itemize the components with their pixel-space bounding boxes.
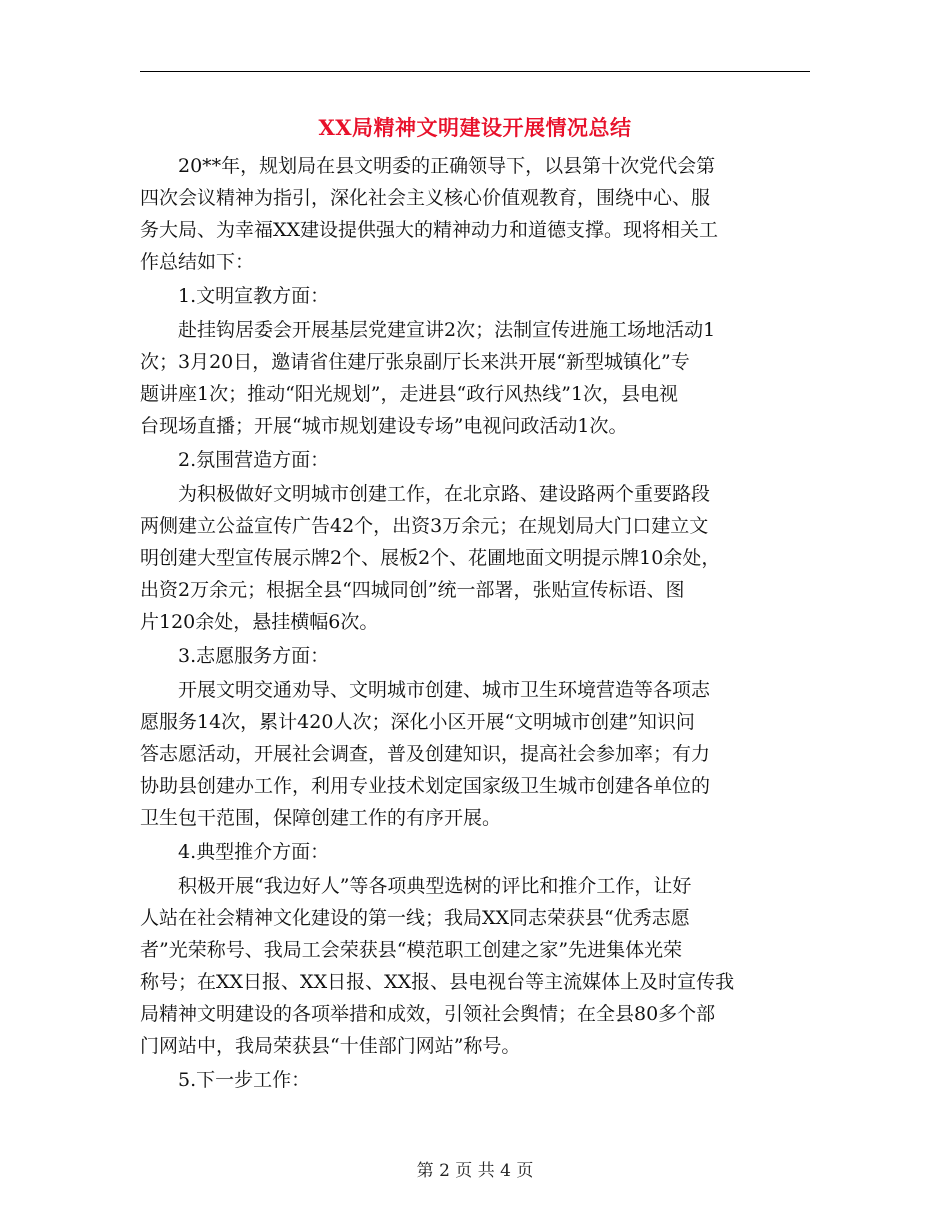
section-paragraph <box>140 478 810 638</box>
section-heading: 2.氛围营造方面： <box>178 449 330 471</box>
section-heading: 5.下一步工作： <box>178 1069 311 1091</box>
text-line: 答志愿活动，开展社会调查，普及创建知识，提高社会参加率；有力 <box>140 743 711 765</box>
text-line: 愿服务14次，累计420人次；深化小区开展“文明城市创建”知识问 <box>140 711 695 733</box>
text-line: 人站在社会精神文化建设的第一线；我局XX同志荣获县“优秀志愿 <box>140 907 690 929</box>
text-line: 协助县创建办工作，利用专业技术划定国家级卫生城市创建各单位的 <box>140 775 711 797</box>
header-rule <box>140 71 810 72</box>
text-line: 者”光荣称号、我局工会荣获县“模范职工创建之家”先进集体光荣 <box>140 939 683 961</box>
text-line: 明创建大型宣传展示牌2个、展板2个、花圃地面文明提示牌10余处， <box>140 547 721 569</box>
text-line: 积极开展“我边好人”等各项典型选树的评比和推介工作，让好 <box>178 875 692 897</box>
section-paragraph <box>140 870 810 1062</box>
text-line: 四次会议精神为指引，深化社会主义核心价值观教育，围绕中心、服 <box>140 187 711 209</box>
text-line: 题讲座1次；推动“阳光规划”，走进县“政行风热线”1次，县电视 <box>140 383 679 405</box>
text-line: 片120余处，悬挂横幅6次。 <box>140 611 379 633</box>
section-paragraph <box>140 314 810 442</box>
intro-paragraph <box>140 150 810 278</box>
document-title: XX局精神文明建设开展情况总结 <box>318 115 632 140</box>
text-line: 卫生包干范围，保障创建工作的有序开展。 <box>140 807 502 829</box>
section-heading: 1.文明宣教方面： <box>178 285 330 307</box>
text-line: 务大局、为幸福XX建设提供强大的精神动力和道德支撑。现将相关工 <box>140 219 719 241</box>
section-heading: 4.典型推介方面： <box>178 841 330 863</box>
text-line: 门网站中，我局荣获县“十佳部门网站”称号。 <box>140 1035 521 1057</box>
text-line: 台现场直播；开展“城市规划建设专场”电视问政活动1次。 <box>140 415 628 437</box>
text-line: 两侧建立公益宣传广告42个，出资3万余元；在规划局大门口建立文 <box>140 515 709 537</box>
text-line: 出资2万余元；根据全县“四城同创”统一部署，张贴宣传标语、图 <box>140 579 685 601</box>
section-heading: 3.志愿服务方面： <box>178 645 330 667</box>
text-line: 开展文明交通劝导、文明城市创建、城市卫生环境营造等各项志 <box>178 679 711 701</box>
text-line: 为积极做好文明城市创建工作，在北京路、建设路两个重要路段 <box>178 483 711 505</box>
text-line: 称号；在XX日报、XX日报、XX报、县电视台等主流媒体上及时宣传我 <box>140 971 735 993</box>
section-paragraph <box>140 674 810 834</box>
text-line: 作总结如下： <box>140 251 255 273</box>
text-line: 局精神文明建设的各项举措和成效，引领社会舆情；在全县80多个部 <box>140 1003 716 1025</box>
text-line: 次；3月20日，邀请省住建厅张泉副厅长来洪开展“新型城镇化”专 <box>140 351 690 373</box>
document-body <box>140 150 810 1098</box>
text-line: 赴挂钩居委会开展基层党建宣讲2次；法制宣传进施工场地活动1 <box>178 319 716 341</box>
page-footer: 第 2 页 共 4 页 <box>416 1161 534 1181</box>
text-line: 20**年，规划局在县文明委的正确领导下，以县第十次党代会第 <box>178 155 716 177</box>
